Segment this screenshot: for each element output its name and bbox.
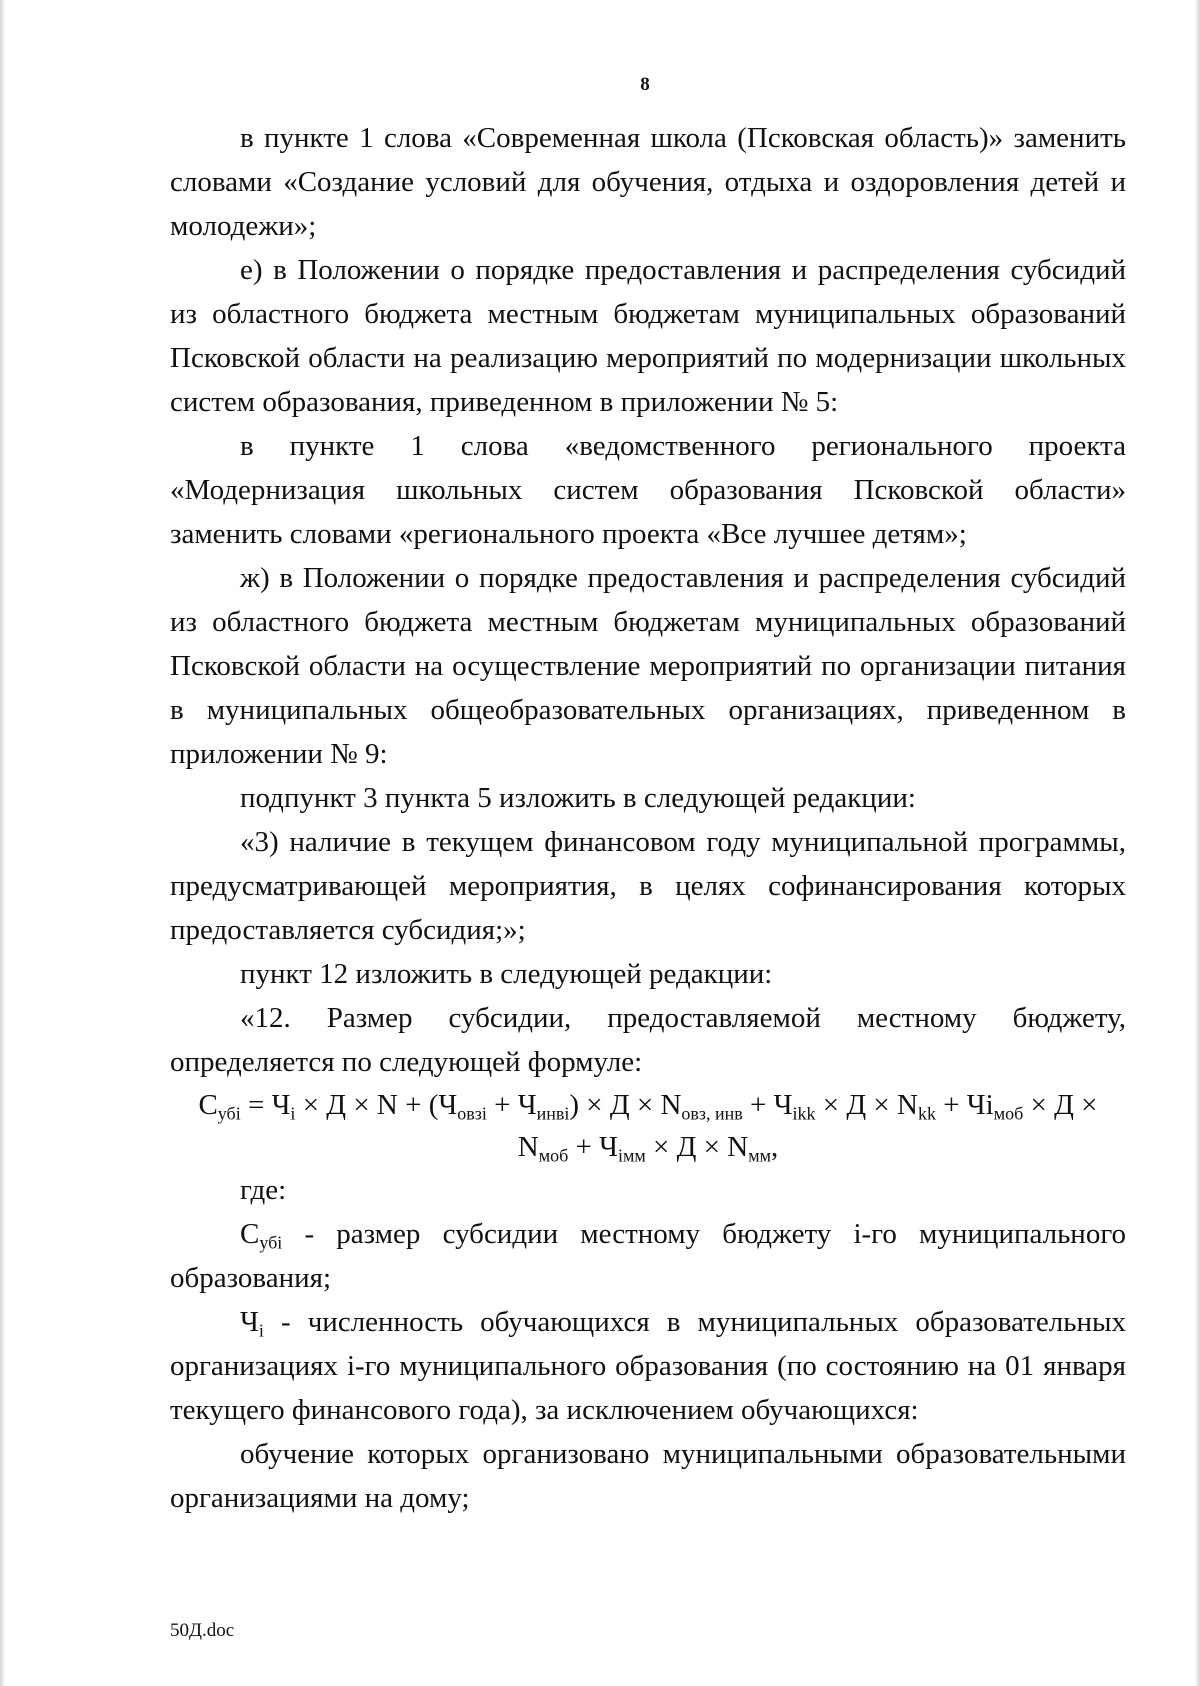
definition-subscript: i bbox=[258, 1320, 264, 1341]
formula-line-2 bbox=[170, 1126, 1126, 1168]
scan-edge-right bbox=[1194, 0, 1200, 1686]
formula-term: C bbox=[198, 1089, 218, 1121]
document-body bbox=[170, 116, 1126, 1520]
formula-subscript: i bbox=[290, 1103, 296, 1124]
where-label: где: bbox=[240, 1174, 287, 1206]
definition-text: - численность обучающихся в муниципальных образовательных организациях i-го муниципального образования (по состоянию на 01 января текущего финансового года), за исключением обучающихся: bbox=[170, 1306, 1126, 1426]
definition-subscript: убi bbox=[259, 1232, 283, 1253]
formula-subscript: инвi bbox=[536, 1103, 570, 1124]
formula-term: N bbox=[517, 1131, 539, 1163]
definition-ch-i bbox=[170, 1300, 1126, 1432]
paragraph: пункт 12 изложить в следующей редакции: bbox=[240, 958, 773, 990]
paragraph: ж) в Положении о порядке предоставления и распределения субсидий из областного бюджета местным бюджетам муниципальных образований Псковской области на осуществление мероприятий по организации питания в муниципальных общеобразовательных организациях, приведенном в приложении № 9: bbox=[170, 562, 1126, 770]
paragraph: в пункте 1 слова «ведомственного регионального проекта «Модернизация школьных систем образования Псковской области» заменить словами «регионального проекта «Все лучшее детям»; bbox=[170, 430, 1126, 550]
formula-term: = Ч bbox=[240, 1089, 291, 1121]
formula-subscript: iмм bbox=[617, 1145, 646, 1166]
paragraph: обучение которых организовано муниципальными образовательными организациями на дому; bbox=[170, 1438, 1126, 1514]
definition-c-ubi bbox=[170, 1212, 1126, 1300]
definition-text: - размер субсидии местному бюджету i-го муниципального образования; bbox=[170, 1218, 1126, 1294]
formula-term: , bbox=[770, 1131, 779, 1163]
formula-subscript: моб bbox=[538, 1145, 569, 1166]
scan-edge-left bbox=[0, 0, 6, 1686]
formula-line-1 bbox=[170, 1084, 1126, 1126]
definition-symbol: C bbox=[240, 1218, 260, 1250]
paragraph: «12. Размер субсидии, предоставляемой местному бюджету, определяется по следующей формуле: bbox=[170, 1002, 1126, 1078]
formula-term: + Ч bbox=[568, 1131, 618, 1163]
paragraph: в пункте 1 слова «Современная школа (Псковская область)» заменить словами «Создание условий для обучения, отдыха и оздоровления детей и молодежи»; bbox=[170, 122, 1126, 242]
formula-subscript: kk bbox=[917, 1103, 936, 1124]
paragraph: е) в Положении о порядке предоставления и распределения субсидий из областного бюджета местным бюджетам муниципальных образований Псковской области на реализацию мероприятий по модернизации школьных систем образования, приведенном в приложении № 5: bbox=[170, 254, 1126, 418]
formula-subscript: моб bbox=[993, 1103, 1024, 1124]
formula-term: × Д × bbox=[1023, 1089, 1098, 1121]
formula-term: + Ч bbox=[486, 1089, 537, 1121]
definition-symbol: Ч bbox=[240, 1306, 259, 1338]
formula-subscript: овзi bbox=[457, 1103, 487, 1124]
formula-term: + Ч bbox=[742, 1089, 793, 1121]
formula-term: × Д × N bbox=[645, 1131, 749, 1163]
page-number: 8 bbox=[640, 74, 650, 95]
formula-subscript: мм bbox=[748, 1145, 771, 1166]
formula-subscript: ikk bbox=[792, 1103, 816, 1124]
formula-term: + Чi bbox=[935, 1089, 994, 1121]
footer-filename: 50Д.doc bbox=[170, 1620, 235, 1641]
formula-term: × Д × N + (Ч bbox=[295, 1089, 458, 1121]
formula-term: × Д × N bbox=[815, 1089, 918, 1121]
formula-subscript: овз, инв bbox=[681, 1103, 743, 1124]
formula-term: ) × Д × N bbox=[569, 1089, 682, 1121]
paragraph: «3) наличие в текущем финансовом году муниципальной программы, предусматривающей мероприятия, в целях софинансирования которых предоставляется субсидия;»; bbox=[170, 826, 1126, 946]
formula-subscript: убi bbox=[217, 1103, 241, 1124]
paragraph: подпункт 3 пункта 5 изложить в следующей редакции: bbox=[240, 782, 916, 814]
